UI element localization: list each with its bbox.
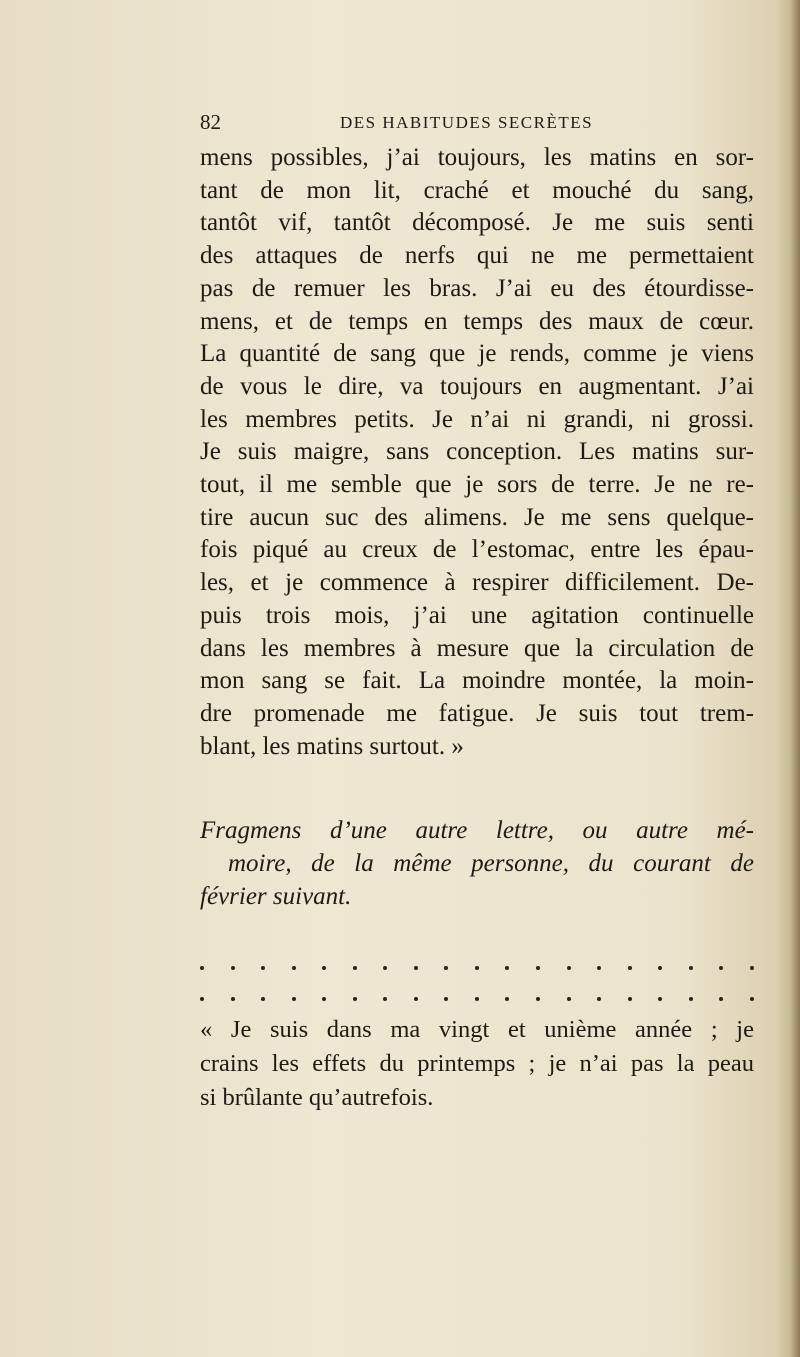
- text-line: La quantité de sang que je rends, comme je viens: [200, 340, 754, 368]
- ellipsis-dot: [750, 997, 754, 1001]
- ellipsis-dot: [567, 966, 571, 970]
- ellipsis-dot: [322, 966, 326, 970]
- text-line: les membres petits. Je n’ai ni grandi, ni grossi.: [200, 405, 754, 433]
- ellipsis-dot: [231, 966, 235, 970]
- page-edge: [790, 0, 800, 1357]
- ellipsis-dot: [444, 966, 448, 970]
- heading-line: moire, de la même personne, du courant de: [228, 850, 754, 877]
- ellipsis-dot: [292, 966, 296, 970]
- text-line: si brûlante qu’autrefois.: [200, 1084, 434, 1111]
- heading-line: Fragmens d’une autre lettre, ou autre mé-: [200, 817, 754, 844]
- ellipsis-dot: [383, 966, 387, 970]
- ellipsis-dot: [536, 997, 540, 1001]
- text-line: fois piqué au creux de l’estomac, entre les épau-: [200, 536, 754, 564]
- ellipsis-dot: [689, 966, 693, 970]
- ellipsis-dot: [414, 997, 418, 1001]
- ellipsis-dot: [200, 997, 204, 1001]
- ellipsis-dot: [353, 997, 357, 1001]
- ellipsis-dot: [322, 997, 326, 1001]
- text-line: de vous le dire, va toujours en augmentant. J’ai: [200, 372, 754, 400]
- text-line: mon sang se fait. La moindre montée, la moin-: [200, 667, 754, 695]
- text-line: tant de mon lit, craché et mouché du sang,: [200, 176, 754, 204]
- text-line: mens possibles, j’ai toujours, les matins en sor-: [200, 144, 754, 171]
- ellipsis-row: [200, 992, 754, 1006]
- ellipsis-dot: [628, 997, 632, 1001]
- text-line: Je suis maigre, sans conception. Les matins sur-: [200, 438, 754, 466]
- ellipsis-dot: [597, 997, 601, 1001]
- fragment-heading: [200, 814, 754, 913]
- ellipsis-dot: [444, 997, 448, 1001]
- text-line: pas de remuer les bras. J’ai eu des étourdisse-: [200, 274, 754, 302]
- page-header: [200, 110, 616, 136]
- text-line: tout, il me semble que je sors de terre. Je ne re-: [200, 471, 754, 499]
- text-line: crains les effets du printemps ; je n’ai pas la peau: [200, 1050, 754, 1077]
- text-line: « Je suis dans ma vingt et unième année ; je: [200, 1016, 754, 1043]
- text-line: dans les membres à mesure que la circulation de: [200, 634, 754, 662]
- ellipsis-dot: [567, 997, 571, 1001]
- text-line: blant, les matins surtout. »: [200, 732, 464, 760]
- text-line: puis trois mois, j’ai une agitation continuelle: [200, 601, 754, 629]
- ellipsis-dot: [414, 966, 418, 970]
- ellipsis-dot: [536, 966, 540, 970]
- text-line: tantôt vif, tantôt décomposé. Je me suis senti: [200, 209, 754, 237]
- page-number: 82: [200, 110, 221, 134]
- ellipsis-dot: [628, 966, 632, 970]
- text-line: tire aucun suc des alimens. Je me sens quelque-: [200, 503, 754, 531]
- heading-line: février suivant.: [200, 883, 352, 910]
- ellipsis-dot: [475, 966, 479, 970]
- text-line: dre promenade me fatigue. Je suis tout trem-: [200, 699, 754, 727]
- ellipsis-dot: [261, 966, 265, 970]
- ellipsis-dot: [261, 997, 265, 1001]
- ellipsis-dot: [231, 997, 235, 1001]
- ellipsis-dot: [383, 997, 387, 1001]
- ellipsis-dot: [597, 966, 601, 970]
- text-line: les, et je commence à respirer difficilement. De-: [200, 569, 754, 597]
- ellipsis-dot: [689, 997, 693, 1001]
- ellipsis-dot: [750, 966, 754, 970]
- ellipsis-row: [200, 961, 754, 975]
- running-title: DES HABITUDES SECRÈTES: [340, 113, 594, 132]
- ellipsis-dot: [658, 997, 662, 1001]
- ellipsis-dot: [719, 997, 723, 1001]
- ellipsis-dot: [200, 966, 204, 970]
- ellipsis-dot: [353, 966, 357, 970]
- ellipsis-dot: [292, 997, 296, 1001]
- ellipsis-dot: [719, 966, 723, 970]
- ellipsis-dot: [658, 966, 662, 970]
- body-paragraph: [200, 142, 754, 763]
- ellipsis-dot: [505, 997, 509, 1001]
- text-line: des attaques de nerfs qui ne me permettaient: [200, 242, 754, 270]
- ellipsis-dot: [505, 966, 509, 970]
- ellipsis-dot: [475, 997, 479, 1001]
- text-line: mens, et de temps en temps des maux de cœur.: [200, 307, 754, 335]
- letter-paragraph: [200, 1013, 754, 1115]
